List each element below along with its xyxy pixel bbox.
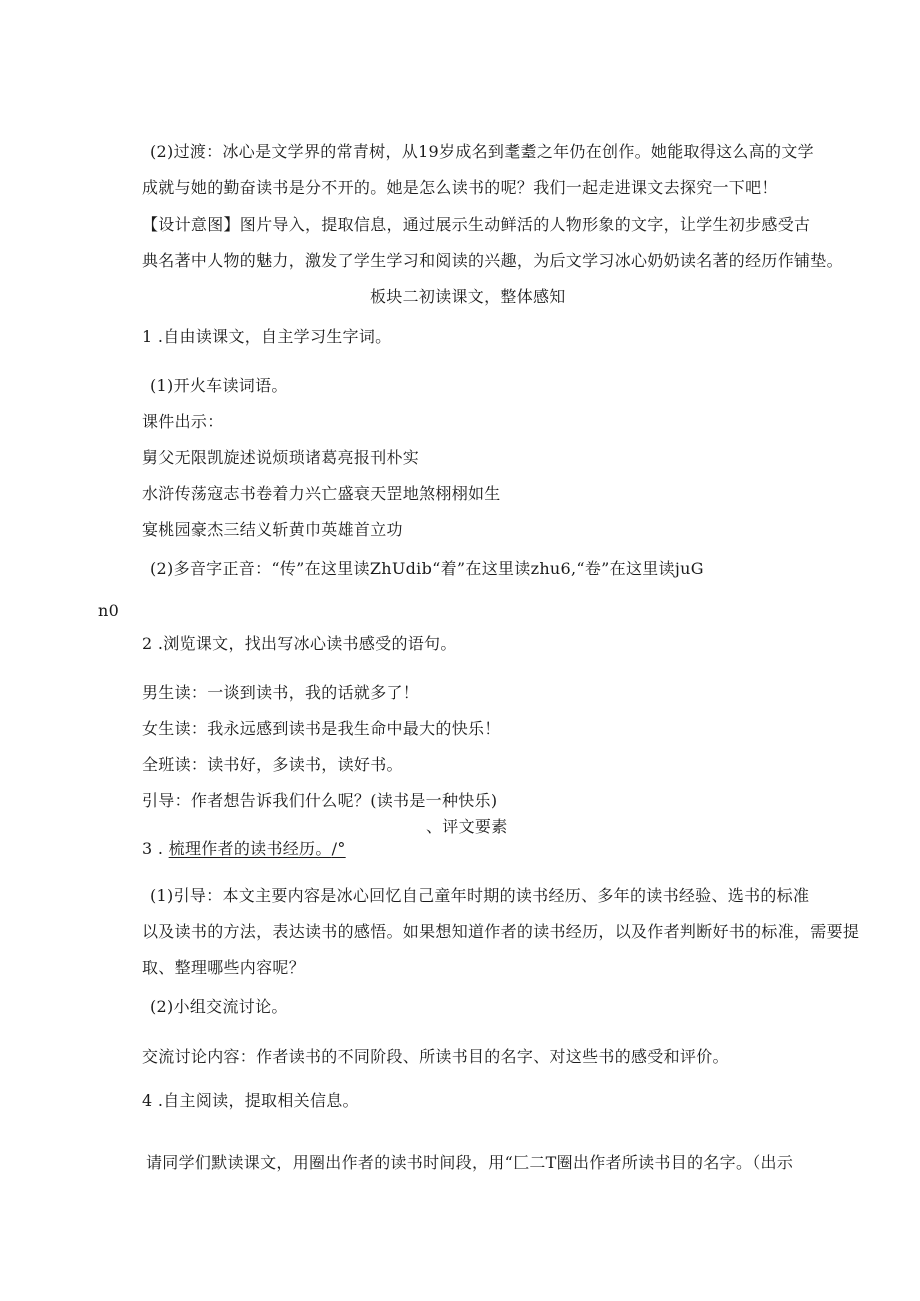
paragraph-transition-line2: 成就与她的勤奋读书是分不开的。她是怎么读书的呢？我们一起走进课文去探究一下吧！	[142, 178, 778, 197]
guide-line1: (1)引导：本文主要内容是冰心回忆自己童年时期的读书经历、多年的读书经验、选书的标准	[150, 886, 810, 905]
silent-reading-instruction: 请同学们默读课文，用圈出作者的读书时间段，用“匚二T圈出作者所读书目的名字。（出示	[146, 1153, 794, 1172]
guide-line2: 以及读书的方法，表达读书的感悟。如果想知道作者的读书经历，以及作者判断好书的标准，需要提	[142, 922, 860, 941]
step-4: 4 .自主阅读，提取相关信息。	[142, 1091, 359, 1110]
paragraph-transition-line1: (2)过渡：冰心是文学界的常青树，从19岁成名到耄耋之年仍在创作。她能取得这么高的文学	[150, 142, 814, 161]
step-3-number: 3 .	[142, 839, 164, 858]
guide-line3: 取、整理哪些内容呢？	[142, 958, 306, 977]
word-list-2: 水浒传荡寇志书卷着力兴亡盛衰天罡地煞栩栩如生	[142, 484, 501, 503]
step-3-sub-2: (2)小组交流讨论。	[150, 997, 288, 1016]
discussion-content: 交流讨论内容：作者读书的不同阶段、所读书目的名字、对这些书的感受和评价。	[142, 1047, 729, 1066]
step-3	[142, 838, 346, 860]
class-reading: 全班读：读书好，多读书，读好书。	[142, 755, 403, 774]
polyphone-line2: n0	[98, 601, 120, 620]
girls-reading: 女生读：我永远感到读书是我生命中最大的快乐！	[142, 719, 501, 738]
step-3-text: 梳理作者的读书经历。	[168, 839, 332, 858]
guide-question: 引导：作者想告诉我们什么呢？(读书是一种快乐)	[142, 791, 498, 810]
step-2: 2 .浏览课文，找出写冰心读书感受的语句。	[142, 634, 457, 653]
courseware-label: 课件出示：	[142, 412, 224, 431]
margin-note: 、评文要素	[426, 817, 508, 836]
step-3-mark: /°	[331, 839, 346, 858]
step-1-sub-1: (1)开火车读词语。	[150, 376, 288, 395]
step-1: 1 .自由读课文，自主学习生字词。	[142, 327, 392, 346]
design-intent-line1: 【设计意图】图片导入，提取信息，通过展示生动鲜活的人物形象的文字，让学生初步感受古	[142, 215, 811, 234]
word-list-3: 宴桃园豪杰三结义斩黄巾英雄首立功	[142, 520, 403, 539]
design-intent-line2: 典名著中人物的魅力，激发了学生学习和阅读的兴趣，为后文学习冰心奶奶读名著的经历作铺垫。	[142, 251, 843, 270]
section-title: 板块二初读课文，整体感知	[370, 287, 566, 306]
boys-reading: 男生读：一谈到读书，我的话就多了！	[142, 683, 420, 702]
word-list-1: 舅父无限凯旋述说烦琐诸葛亮报刊朴实	[142, 448, 420, 467]
polyphone-line1: (2)多音字正音：“传”在这里读ZhUdib“着”在这里读zhu6,“卷”在这里读juG	[150, 559, 704, 578]
